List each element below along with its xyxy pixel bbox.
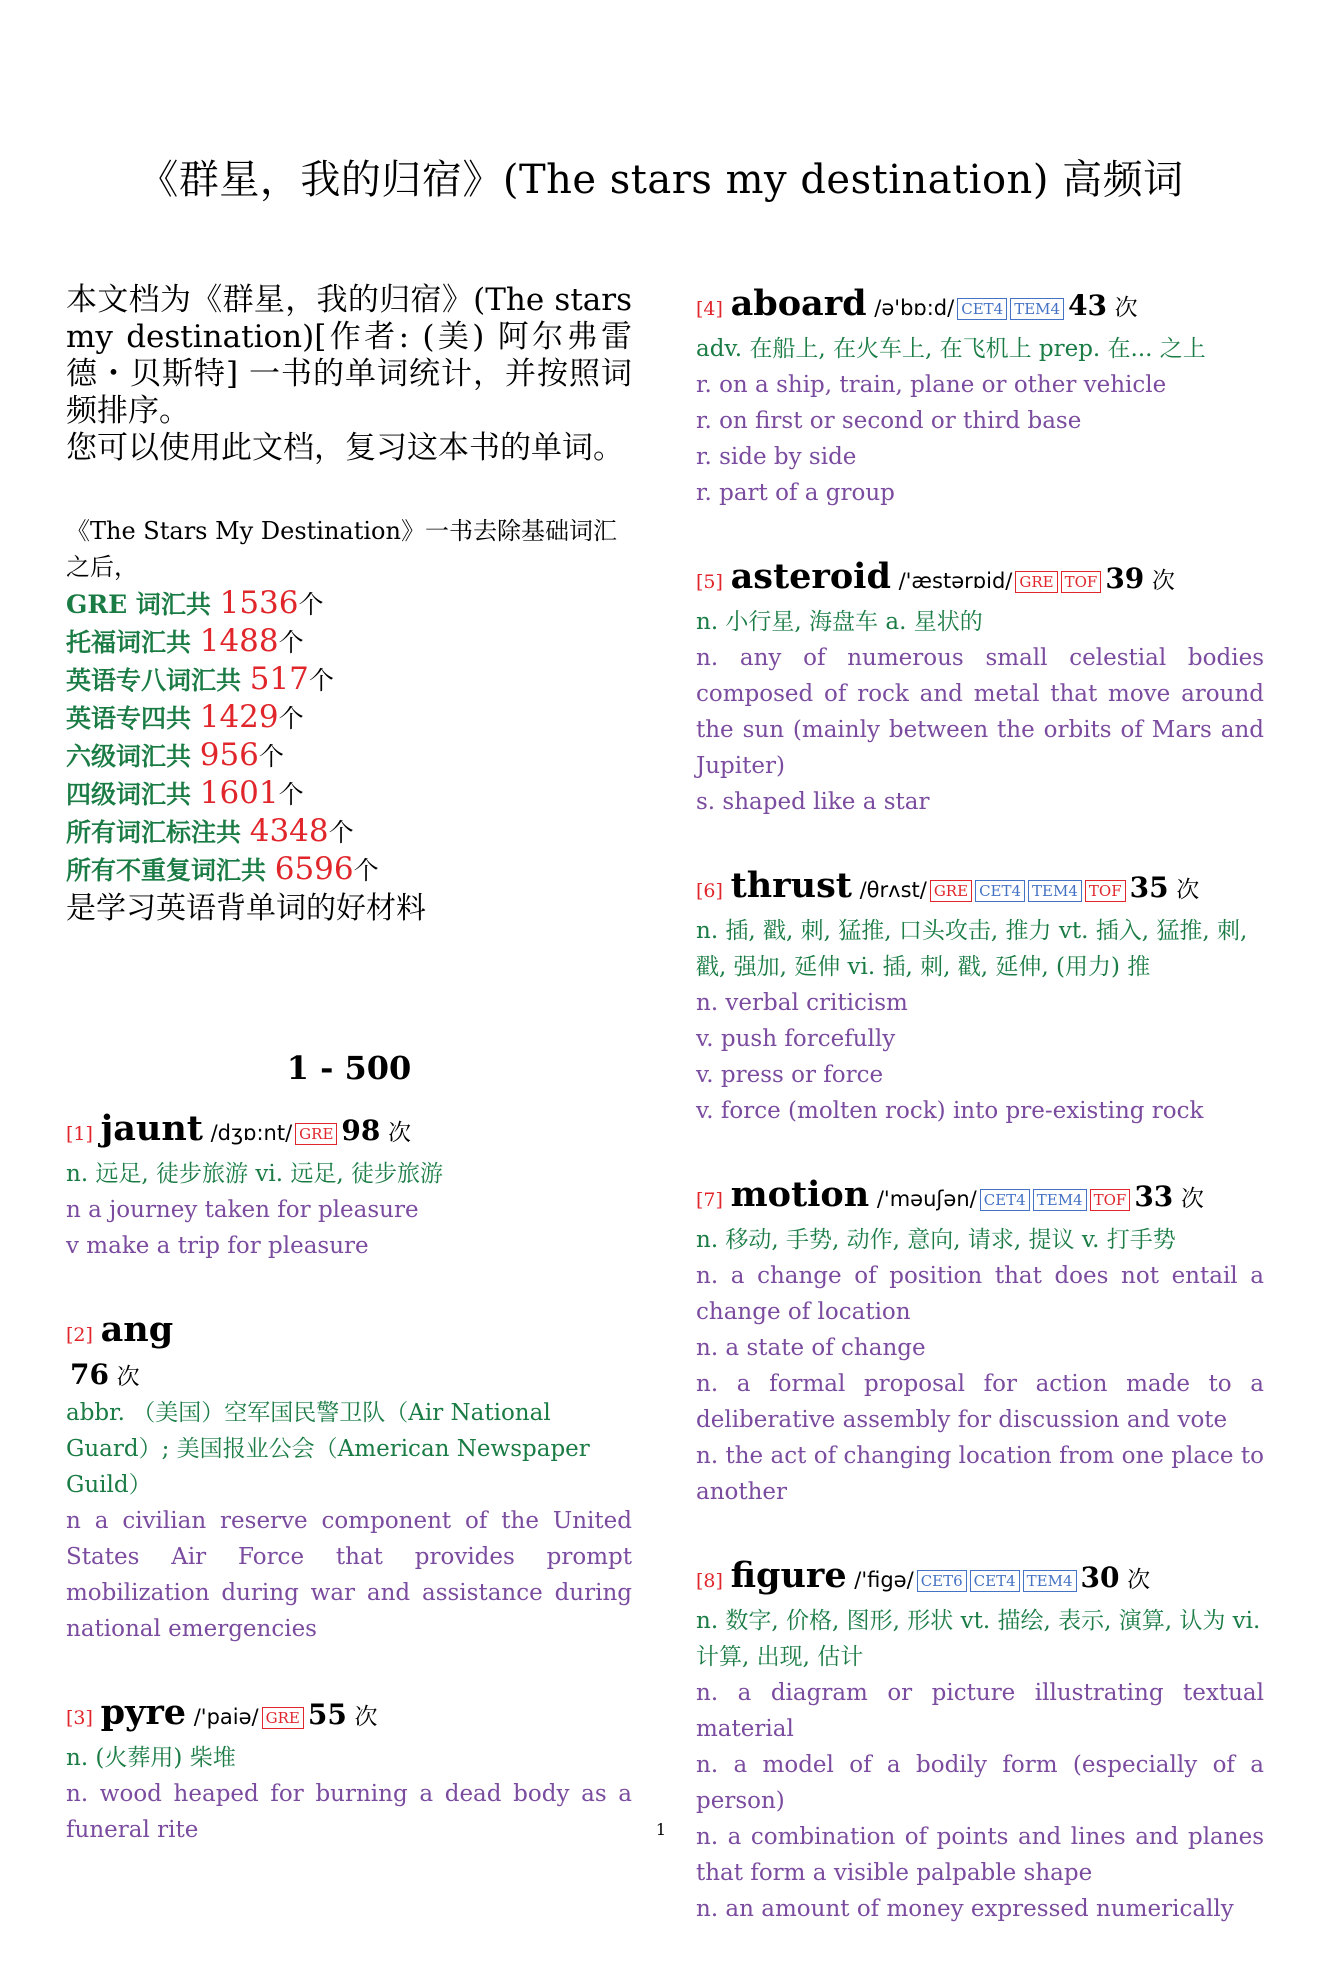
- stat-unit: 个: [308, 666, 334, 695]
- stat-line: [66, 813, 632, 851]
- stat-lines: [66, 585, 632, 889]
- exam-tag: CET6: [917, 1570, 967, 1592]
- entry-head: [696, 555, 1264, 604]
- entry-definition: n. a state of change: [696, 1335, 926, 1361]
- entry-phonetic: /ə'bɒ:d/: [874, 296, 955, 320]
- entry-chinese-meaning: adv. 在船上, 在火车上, 在飞机上 prep. 在... 之上: [696, 336, 1206, 362]
- entry-index: [5]: [696, 571, 723, 593]
- stats-block: [66, 513, 632, 929]
- entry-index: [3]: [66, 1707, 93, 1729]
- entry-index: [6]: [696, 880, 723, 902]
- entry-count: 39: [1105, 562, 1145, 595]
- exam-tag: GRE: [262, 1707, 304, 1729]
- stat-label: 托福词汇共: [66, 628, 200, 657]
- entry-count: 30: [1080, 1561, 1120, 1594]
- entry-definition: n. verbal criticism: [696, 990, 908, 1016]
- exam-tag: TOF: [1090, 1189, 1131, 1211]
- entry-frequency: [66, 1357, 632, 1395]
- word-entry: [66, 1107, 632, 1264]
- entry-head: [696, 864, 1264, 913]
- right-column: [696, 282, 1264, 1971]
- entry-head: [696, 282, 1264, 331]
- exam-tag: CET4: [975, 880, 1025, 902]
- stat-label: GRE 词汇共: [66, 590, 220, 619]
- stat-number: 1429: [199, 699, 279, 735]
- entry-definition: n. an amount of money expressed numerically: [696, 1896, 1234, 1922]
- entry-definition: v. push forcefully: [696, 1026, 896, 1052]
- entry-definition: n. any of numerous small celestial bodies composed of rock and metal that move around the sun (mainly between the orbits of Mars and Jupiter): [696, 645, 1264, 779]
- stat-unit: 个: [278, 704, 304, 733]
- entry-word: thrust: [730, 865, 852, 906]
- stat-label: 六级词汇共: [66, 742, 200, 771]
- exam-tag: CET4: [980, 1189, 1030, 1211]
- stats-lead: 《The Stars My Destination》一书去除基础词汇之后，: [66, 517, 617, 581]
- stat-unit: 个: [328, 818, 354, 847]
- entry-definition: n. wood heaped for burning a dead body as a funeral rite: [66, 1781, 632, 1843]
- entry-count-unit: 次: [388, 1120, 412, 1146]
- entry-definition: n. the act of changing location from one place to another: [696, 1443, 1264, 1505]
- entry-phonetic: /'məuʃən/: [876, 1187, 977, 1211]
- stat-number: 1536: [219, 585, 299, 621]
- entry-definition: n. a formal proposal for action made to a deliberative assembly for discussion and vote: [696, 1371, 1264, 1433]
- stat-line: [66, 737, 632, 775]
- entry-head: [696, 1554, 1264, 1603]
- entry-count-unit: 次: [116, 1364, 140, 1390]
- entry-index: [4]: [696, 298, 723, 320]
- stat-label: 英语专四共: [66, 704, 200, 733]
- entry-definition: v. force (molten rock) into pre-existing rock: [696, 1098, 1204, 1124]
- range-heading: 1 - 500: [286, 1049, 412, 1087]
- stat-label: 所有不重复词汇共: [66, 856, 275, 885]
- entry-definition: n a civilian reserve component of the United States Air Force that provides prompt mobilization during war and assistance during national emergencies: [66, 1508, 632, 1642]
- entry-head: [696, 1173, 1264, 1222]
- stat-line: [66, 661, 632, 699]
- word-entry: [696, 555, 1264, 820]
- exam-tag: TOF: [1085, 880, 1126, 902]
- stat-unit: 个: [278, 780, 304, 809]
- entry-chinese-meaning: n. 数字, 价格, 图形, 形状 vt. 描绘, 表示, 演算, 认为 vi. 计算, 出现, 估计: [696, 1608, 1261, 1670]
- stat-line: [66, 775, 632, 813]
- exam-tag: CET4: [957, 298, 1007, 320]
- entry-definition: r. side by side: [696, 444, 857, 470]
- stat-number: 1488: [199, 623, 279, 659]
- left-column: [66, 282, 632, 1892]
- entry-head: [66, 1107, 632, 1156]
- entry-index: [1]: [66, 1123, 93, 1145]
- entry-count: 33: [1134, 1180, 1174, 1213]
- stat-number: 956: [199, 737, 259, 773]
- entry-definition: n. a combination of points and lines and planes that form a visible palpable shape: [696, 1824, 1264, 1886]
- entry-count: 35: [1129, 871, 1169, 904]
- stat-unit: 个: [298, 590, 324, 619]
- entry-word: figure: [730, 1555, 847, 1596]
- entry-count-unit: 次: [354, 1704, 378, 1730]
- intro-text: 本文档为《群星，我的归宿》(The stars my destination)[作者: (美) 阿尔弗雷德・贝斯特] 一书的单词统计，并按照词频排序。 您可以使用此文档，复习这本书的单词。: [66, 282, 632, 466]
- entry-word: jaunt: [100, 1108, 203, 1149]
- word-entry: [696, 864, 1264, 1129]
- stat-label: 四级词汇共: [66, 780, 200, 809]
- exam-tag: TEM4: [1023, 1570, 1077, 1592]
- stats-closing: 是学习英语背单词的好材料: [66, 891, 426, 926]
- stat-line: [66, 585, 632, 623]
- entry-chinese-meaning: n. 插, 戳, 刺, 猛推, 口头攻击, 推力 vt. 插入, 猛推, 刺, 戳, 强加, 延伸 vi. 插, 刺, 戳, 延伸, (用力) 推: [696, 918, 1248, 980]
- entry-definition: v make a trip for pleasure: [66, 1233, 369, 1259]
- entry-count-unit: 次: [1127, 1567, 1151, 1593]
- entry-word: aboard: [730, 283, 867, 324]
- entry-word: ang: [100, 1309, 174, 1350]
- entry-count: 43: [1068, 289, 1108, 322]
- entry-head: [66, 1691, 632, 1740]
- entry-definition: r. on first or second or third base: [696, 408, 1082, 434]
- entry-head: [66, 1308, 632, 1357]
- entry-count-unit: 次: [1180, 1186, 1204, 1212]
- exam-tag: GRE: [930, 880, 972, 902]
- stat-line: [66, 851, 632, 889]
- entry-phonetic: /θrʌst/: [859, 878, 927, 902]
- stat-label: 英语专八词汇共: [66, 666, 250, 695]
- exam-tag: CET4: [970, 1570, 1020, 1592]
- exam-tag: TEM4: [1033, 1189, 1087, 1211]
- exam-tag: TOF: [1061, 571, 1102, 593]
- entry-count-unit: 次: [1151, 568, 1175, 594]
- entry-word: asteroid: [730, 556, 891, 597]
- entry-count: 55: [307, 1698, 347, 1731]
- entry-definition: n. a model of a bodily form (especially of a person): [696, 1752, 1264, 1814]
- stat-unit: 个: [278, 628, 304, 657]
- exam-tag: GRE: [1015, 571, 1057, 593]
- entries-left: [66, 1107, 632, 1848]
- entry-definition: n a journey taken for pleasure: [66, 1197, 419, 1223]
- word-entry: [696, 1554, 1264, 1927]
- page-number: 1: [655, 1820, 667, 1839]
- entry-chinese-meaning: n. 小行星, 海盘车 a. 星状的: [696, 609, 983, 635]
- exam-tag: GRE: [295, 1123, 337, 1145]
- entry-count: 76: [70, 1358, 109, 1391]
- entry-definition: n. a diagram or picture illustrating textual material: [696, 1680, 1264, 1742]
- entry-definition: r. part of a group: [696, 480, 895, 506]
- entry-count: 98: [341, 1114, 381, 1147]
- entry-word: pyre: [100, 1692, 187, 1733]
- entry-phonetic: /'paiə/: [193, 1705, 259, 1729]
- entry-index: [7]: [696, 1189, 723, 1211]
- entry-index: [8]: [696, 1570, 723, 1592]
- word-entry: [696, 1173, 1264, 1510]
- stat-number: 4348: [249, 813, 329, 849]
- entry-word: motion: [730, 1174, 870, 1215]
- entry-phonetic: /'figə/: [854, 1568, 914, 1592]
- entry-count-unit: 次: [1176, 877, 1200, 903]
- page-title: 《群星，我的归宿》(The stars my destination) 高频词: [138, 157, 1184, 203]
- entry-index: [2]: [66, 1324, 93, 1346]
- word-entry: [696, 282, 1264, 511]
- entry-definition: s. shaped like a star: [696, 789, 930, 815]
- word-entry: [66, 1308, 632, 1647]
- entry-chinese-meaning: n. 移动, 手势, 动作, 意向, 请求, 提议 v. 打手势: [696, 1227, 1176, 1253]
- entry-definition: n. a change of position that does not entail a change of location: [696, 1263, 1264, 1325]
- stat-label: 所有词汇标注共: [66, 818, 250, 847]
- stat-unit: 个: [353, 856, 379, 885]
- stat-line: [66, 623, 632, 661]
- entry-phonetic: /dʒɒ:nt/: [210, 1121, 293, 1145]
- entry-chinese-meaning: n. 远足, 徒步旅游 vi. 远足, 徒步旅游: [66, 1161, 443, 1187]
- stat-number: 6596: [274, 851, 354, 887]
- stat-line: [66, 699, 632, 737]
- stat-unit: 个: [258, 742, 284, 771]
- entry-count-unit: 次: [1114, 295, 1138, 321]
- entries-right: [696, 282, 1264, 1927]
- stat-number: 1601: [199, 775, 279, 811]
- stat-number: 517: [249, 661, 309, 697]
- entry-chinese-meaning: n. (火葬用) 柴堆: [66, 1745, 236, 1771]
- entry-chinese-meaning: abbr. （美国）空军国民警卫队（Air National Guard）; 美国报业公会（American Newspaper Guild）: [66, 1400, 590, 1498]
- entry-definition: v. press or force: [696, 1062, 884, 1088]
- exam-tag: TEM4: [1010, 298, 1064, 320]
- exam-tag: TEM4: [1028, 880, 1082, 902]
- entry-phonetic: /'æstərɒid/: [898, 569, 1013, 593]
- entry-definition: r. on a ship, train, plane or other vehicle: [696, 372, 1167, 398]
